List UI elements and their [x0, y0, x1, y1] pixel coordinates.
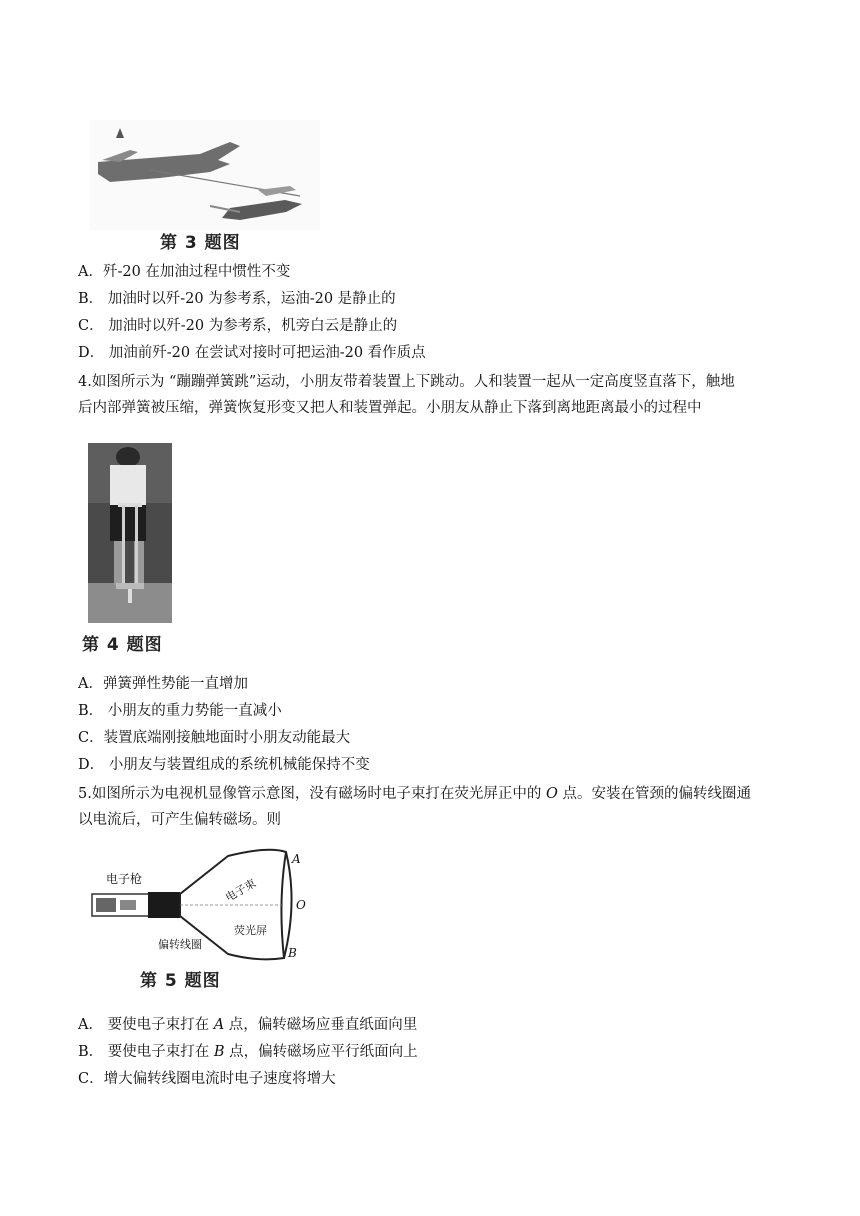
q5-option-a-text-2: 点，偏转磁场应垂直纸面向里	[224, 1017, 418, 1033]
q5-stem-text-b: 点。安装在管颈的偏转线圈通	[557, 786, 751, 802]
q3-option-b: B． 加油时以歼-20 为参考系，运油-20 是静止的	[78, 291, 396, 307]
label-point-o: O	[296, 898, 306, 912]
q5-option-b-text-1: B． 要使电子束打在	[78, 1044, 214, 1060]
label-electron-gun: 电子枪	[106, 872, 143, 886]
label-deflection-coil: 偏转线圈	[158, 938, 202, 951]
q5-stem-var-o: O	[545, 786, 558, 802]
q5-stem-line-1	[78, 784, 751, 804]
q5-option-b-var: B	[213, 1044, 225, 1060]
q5-stem-text-a: 5.如图所示为电视机显像管示意图，没有磁场时电子束打在荧光屏正中的	[78, 786, 546, 802]
q3-option-c: C． 加油时以歼-20 为参考系，机旁白云是静止的	[78, 318, 398, 334]
q5-option-b-text-2: 点，偏转磁场应平行纸面向上	[224, 1044, 418, 1060]
aircraft-illustration	[90, 120, 320, 230]
figure-5-crt-diagram	[88, 842, 318, 967]
figure-4-caption: 第 4 题图	[82, 635, 163, 655]
q4-stem-line-1: 4.如图所示为 “蹦蹦弹簧跳”运动，小朋友带着装置上下跳动。人和装置一起从一定高度竖直落下，触地	[78, 374, 735, 390]
label-electron-beam: 电子束	[223, 876, 259, 905]
q5-option-a	[78, 1015, 417, 1035]
label-point-a: A	[292, 852, 301, 866]
q5-option-c: C．增大偏转线圈电流时电子速度将增大	[78, 1071, 336, 1087]
figure-3-aircraft	[90, 120, 320, 230]
q4-option-a: A．弹簧弹性势能一直增加	[78, 676, 248, 692]
q5-option-a-var: A	[213, 1017, 225, 1033]
q4-option-c: C．装置底端刚接触地面时小朋友动能最大	[78, 730, 351, 746]
q5-stem-line-2: 以电流后，可产生偏转磁场。则	[78, 812, 281, 828]
label-screen: 荧光屏	[234, 924, 267, 937]
q4-stem-line-2: 后内部弹簧被压缩，弹簧恢复形变又把人和装置弹起。小朋友从静止下落到离地距离最小的过程中	[78, 400, 702, 416]
q4-option-b: B． 小朋友的重力势能一直减小	[78, 703, 282, 719]
figure-3-caption: 第 3 题图	[160, 233, 241, 253]
q5-option-a-text-1: A． 要使电子束打在	[78, 1017, 214, 1033]
q4-option-d: D． 小朋友与装置组成的系统机械能保持不变	[78, 757, 370, 773]
figure-4-pogo-photo	[88, 443, 172, 623]
crt-tube-illustration	[88, 842, 318, 967]
pogo-photo-illustration	[88, 443, 172, 623]
q5-option-b	[78, 1042, 418, 1062]
label-point-b: B	[288, 946, 297, 960]
q3-option-a: A．歼-20 在加油过程中惯性不变	[78, 264, 291, 280]
q3-option-d: D． 加油前歼-20 在尝试对接时可把运油-20 看作质点	[78, 345, 426, 361]
figure-5-caption: 第 5 题图	[140, 971, 221, 991]
